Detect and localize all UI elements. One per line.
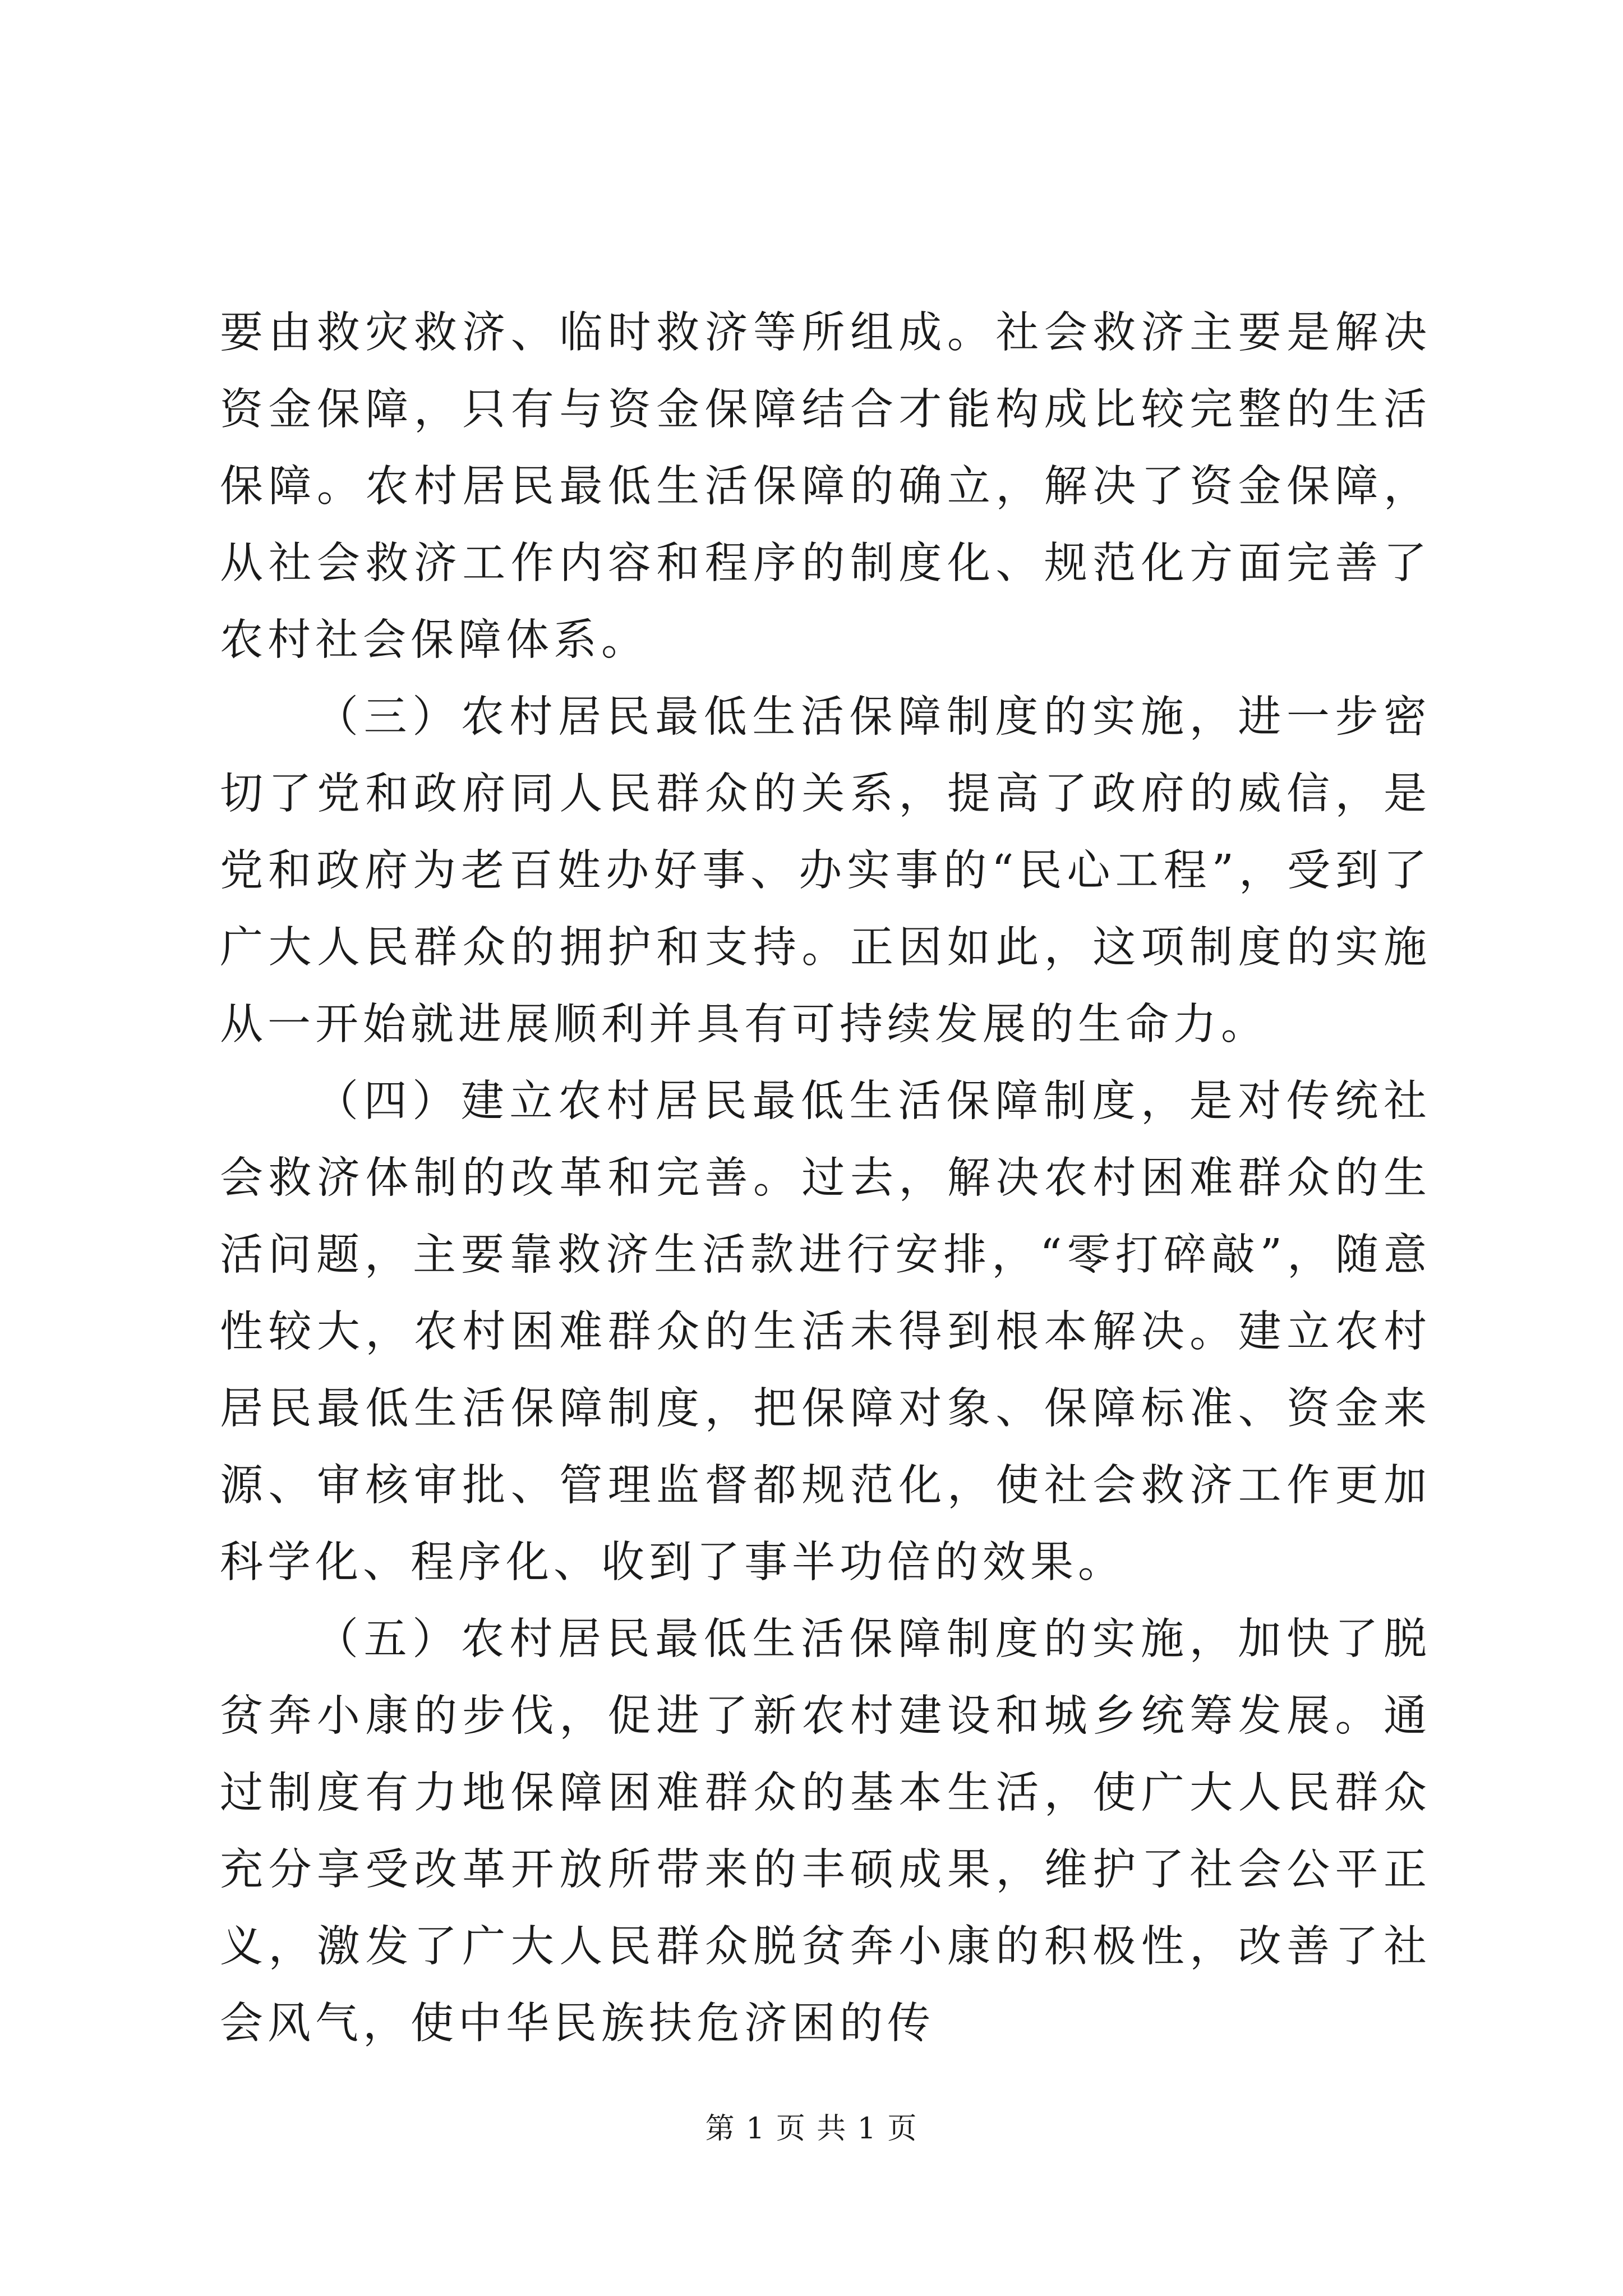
paragraph-three: （三）农村居民最低生活保障制度的实施，进一步密切了党和政府同人民群众的关系，提高了政府的威信，是党和政府为老百姓办好事、办实事的“民心工程”，受到了广大人民群众的拥护和支持。正因如此，这项制度的实施从一开始就进展顺利并具有可持续发展的生命力。 [220,692,1431,1050]
page-footer: 第 1 页 共 1 页 [705,2112,918,2146]
paragraph-continuation: 要由救灾救济、临时救济等所组成。社会救济主要是解决资金保障，只有与资金保障结合才能构成比较完整的生活保障。农村居民最低生活保障的确立，解决了资金保障，从社会救济工作内容和程序的制度化、规范化方面完善了农村社会保障体系。 [220,308,1431,665]
paragraph-four: （四）建立农村居民最低生活保障制度，是对传统社会救济体制的改革和完善。过去，解决农村困难群众的生活问题，主要靠救济生活款进行安排，“零打碎敲”，随意性较大，农村困难群众的生活未得到根本解决。建立农村居民最低生活保障制度，把保障对象、保障标准、资金来源、审核审批、管理监督都规范化，使社会救济工作更加科学化、程序化、收到了事半功倍的效果。 [220,1076,1431,1588]
document-body [220,295,1431,2062]
paragraph-five: （五）农村居民最低生活保障制度的实施，加快了脱贫奔小康的步伐，促进了新农村建设和城乡统筹发展。通过制度有力地保障困难群众的基本生活，使广大人民群众充分享受改革开放所带来的丰硕成果，维护了社会公平正义，激发了广大人民群众脱贫奔小康的积极性，改善了社会风气，使中华民族扶危济困的传 [220,1614,1431,2049]
